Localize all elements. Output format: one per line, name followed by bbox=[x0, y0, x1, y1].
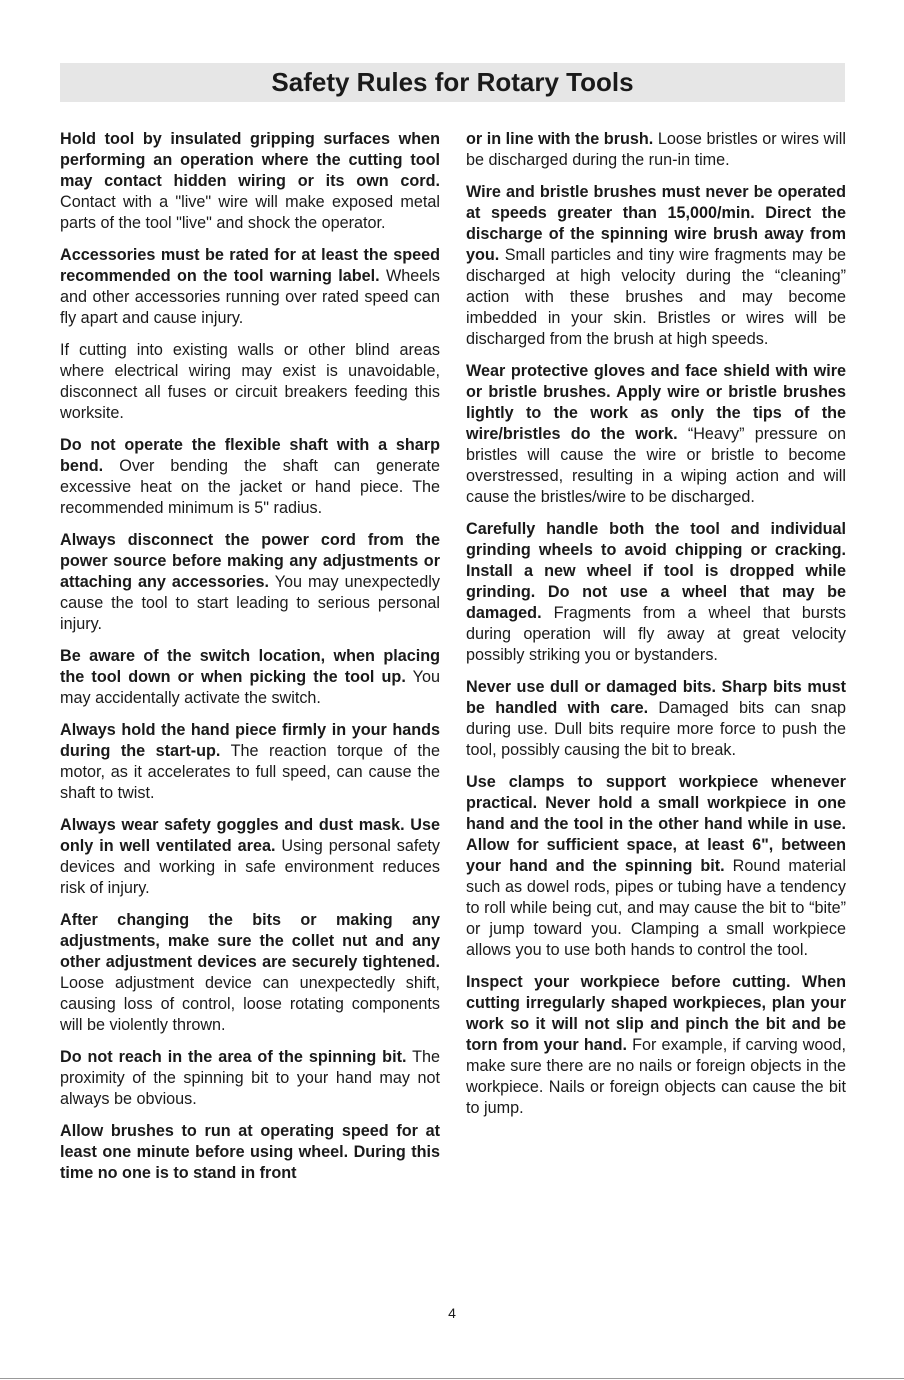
rule-paragraph bbox=[60, 530, 440, 635]
rule-text: You may accidentally activate the switch. bbox=[60, 668, 440, 707]
rule-text: Loose adjustment device can unexpectedly shift, causing loss of control, loose rotating components will be violently thrown. bbox=[60, 974, 440, 1034]
rule-heading: After changing the bits or making any adjustments, make sure the collet nut and any other adjustment devices are securely tightened. bbox=[60, 911, 440, 971]
page-number: 4 bbox=[448, 1305, 456, 1321]
rule-heading: Hold tool by insulated gripping surfaces when performing an operation where the cutting tool may contact hidden wiring or its own cord. bbox=[60, 130, 440, 190]
rule-text: Using personal safety devices and working in safe environment reduces risk of injury. bbox=[60, 837, 440, 897]
rule-heading: Always wear safety goggles and dust mask. Use only in well ventilated area. bbox=[60, 816, 440, 855]
left-column bbox=[60, 129, 440, 1195]
rule-paragraph bbox=[60, 340, 440, 424]
rule-paragraph bbox=[466, 519, 846, 666]
rule-paragraph bbox=[466, 972, 846, 1119]
rule-paragraph bbox=[60, 435, 440, 519]
rule-paragraph bbox=[466, 361, 846, 508]
rule-paragraph bbox=[60, 129, 440, 234]
title-banner bbox=[60, 63, 845, 102]
rule-heading: Do not operate the flexible shaft with a sharp bend. bbox=[60, 436, 440, 475]
rule-paragraph bbox=[60, 720, 440, 804]
rule-text: Over bending the shaft can generate excessive heat on the jacket or hand piece. The recommended minimum is 5" radius. bbox=[60, 457, 440, 517]
rule-heading: Do not reach in the area of the spinning bit. bbox=[60, 1048, 407, 1066]
rule-text: For example, if carving wood, make sure there are no nails or foreign objects in the workpiece. Nails or foreign objects can cause the bit to jump. bbox=[466, 1036, 846, 1117]
rule-heading: Wire and bristle brushes must never be operated at speeds greater than 15,000/min. Direct the discharge of the spinning wire brush away from you. bbox=[466, 183, 846, 264]
rule-paragraph bbox=[466, 182, 846, 350]
rule-paragraph bbox=[60, 815, 440, 899]
rule-paragraph bbox=[60, 1121, 440, 1184]
rule-text: “Heavy” pressure on bristles will cause the wire or bristle to become overstressed, resulting in a wiping action and will cause the bristles/wire to be discharged. bbox=[466, 425, 846, 506]
right-column bbox=[466, 129, 846, 1130]
rule-text: Fragments from a wheel that bursts during operation will fly away at great velocity possibly striking you or bystanders. bbox=[466, 604, 846, 664]
rule-text: The proximity of the spinning bit to your hand may not always be obvious. bbox=[60, 1048, 440, 1108]
rule-text: Contact with a "live" wire will make exposed metal parts of the tool "live" and shock the operator. bbox=[60, 193, 440, 232]
rule-heading: Use clamps to support workpiece whenever practical. Never hold a small workpiece in one hand and the tool in the other hand while in use. Allow for sufficient space, at least 6", between your hand and the spinning bit. bbox=[466, 773, 846, 875]
rule-heading: Carefully handle both the tool and individual grinding wheels to avoid chipping or cracking. Install a new wheel if tool is dropped while grinding. Do not use a wheel that may be damaged. bbox=[466, 520, 846, 622]
page-title: Safety Rules for Rotary Tools bbox=[271, 67, 634, 97]
rule-paragraph bbox=[60, 646, 440, 709]
rule-heading: Never use dull or damaged bits. Sharp bits must be handled with care. bbox=[466, 678, 846, 717]
rule-heading: or in line with the brush. bbox=[466, 130, 654, 148]
rule-text: Round material such as dowel rods, pipes or tubing have a tendency to roll while being cut, and may cause the bit to “bite” or jump toward you. Clamping a small workpiece allows you to use both hands to control the tool. bbox=[466, 857, 846, 959]
rule-heading: Always disconnect the power cord from the power source before making any adjustments or attaching any accessories. bbox=[60, 531, 440, 591]
rule-paragraph bbox=[466, 772, 846, 961]
rule-text: Damaged bits can snap during use. Dull bits require more force to push the tool, possibly causing the bit to break. bbox=[466, 699, 846, 759]
rule-text: The reaction torque of the motor, as it accelerates to full speed, can cause the shaft to twist. bbox=[60, 742, 440, 802]
rule-text: You may unexpectedly cause the tool to start leading to serious personal injury. bbox=[60, 573, 440, 633]
rule-paragraph bbox=[60, 245, 440, 329]
bottom-divider bbox=[0, 1378, 904, 1379]
rule-paragraph bbox=[60, 1047, 440, 1110]
rule-heading: Be aware of the switch location, when placing the tool down or when picking the tool up. bbox=[60, 647, 440, 686]
rule-heading: Inspect your workpiece before cutting. When cutting irregularly shaped workpieces, plan your work so it will not slip and pinch the bit and be torn from your hand. bbox=[466, 973, 846, 1054]
rule-heading: Accessories must be rated for at least the speed recommended on the tool warning label. bbox=[60, 246, 440, 285]
rule-text: Loose bristles or wires will be discharged during the run-in time. bbox=[466, 130, 847, 169]
rule-text: If cutting into existing walls or other blind areas where electrical wiring may exist is unavoidable, disconnect all fuses or circuit breakers feeding this worksite. bbox=[60, 341, 440, 422]
rule-text: Small particles and tiny wire fragments may be discharged at high velocity during the “cleaning” action with these brushes and may become imbedded in your skin. Bristles or wires will be discharged from the brush at high speeds. bbox=[466, 246, 846, 348]
rule-heading: Always hold the hand piece firmly in your hands during the start-up. bbox=[60, 721, 440, 760]
rule-paragraph bbox=[466, 129, 846, 171]
rule-paragraph bbox=[466, 677, 846, 761]
rule-heading: Allow brushes to run at operating speed for at least one minute before using wheel. During this time no one is to stand in front bbox=[60, 1122, 440, 1182]
rule-heading: Wear protective gloves and face shield with wire or bristle brushes. Apply wire or bristle brushes lightly to the work as only the tips of the wire/bristles do the work. bbox=[466, 362, 846, 443]
rule-paragraph bbox=[60, 910, 440, 1036]
rule-text: Wheels and other accessories running over rated speed can fly apart and cause injury. bbox=[60, 267, 440, 327]
